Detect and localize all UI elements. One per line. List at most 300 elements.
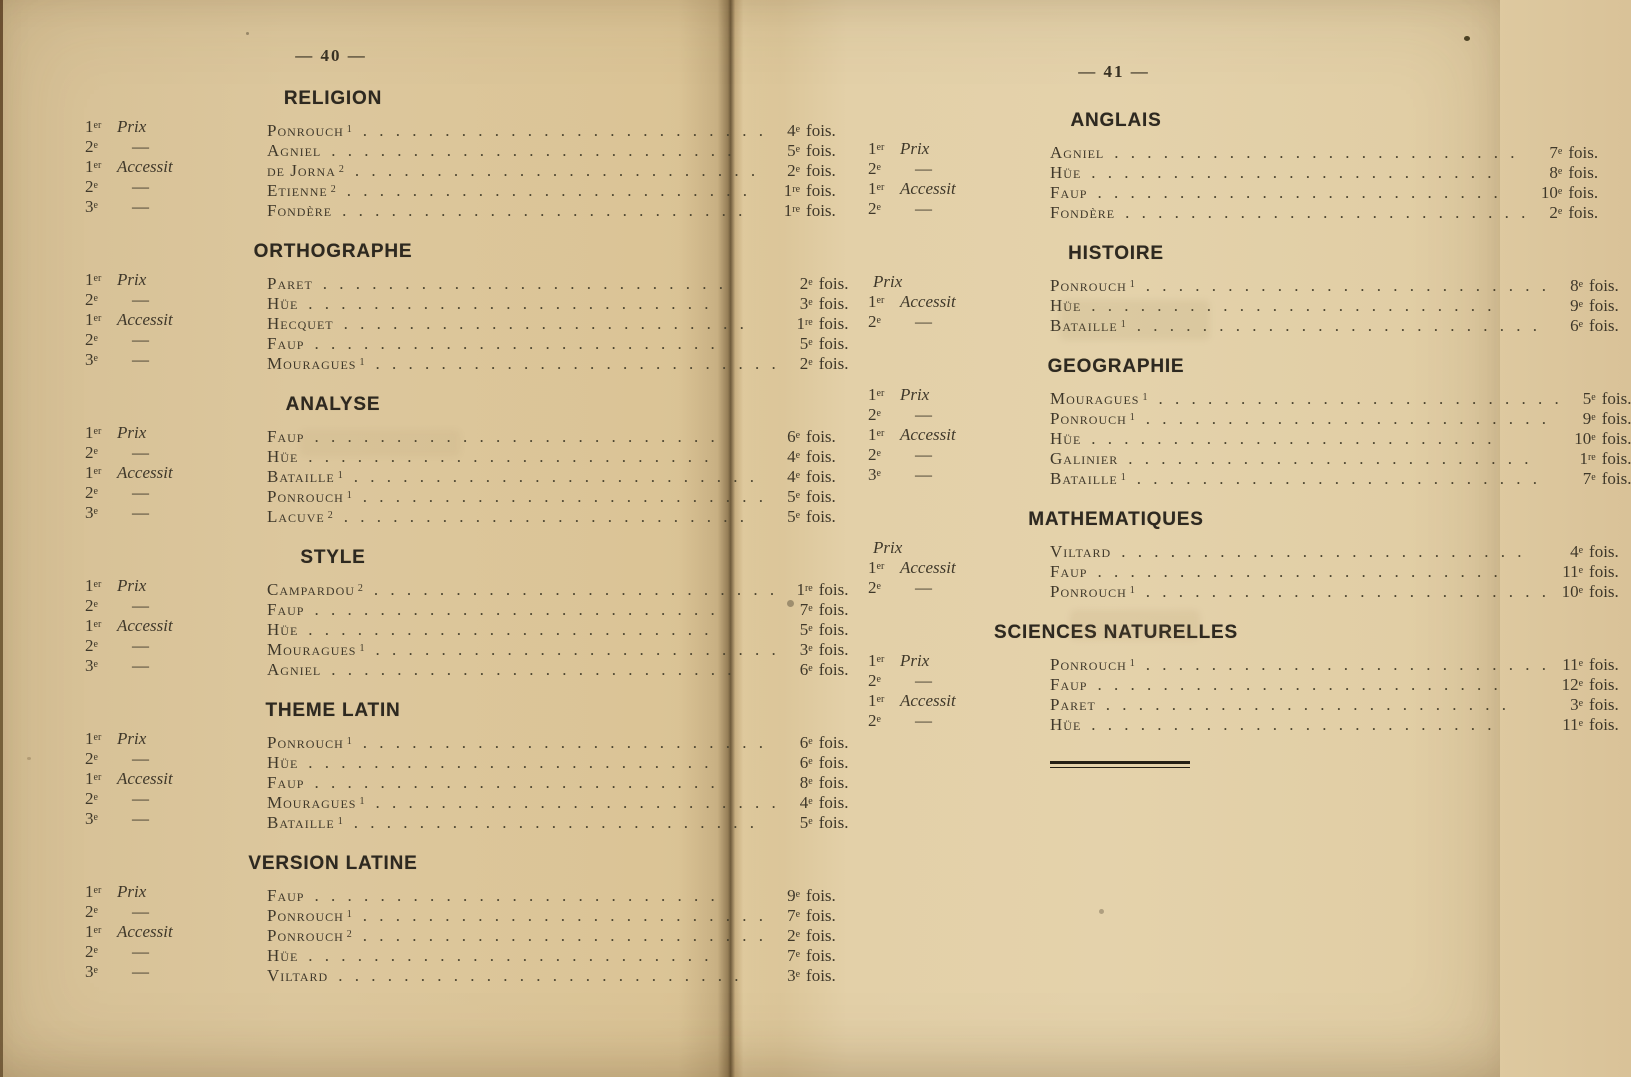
ordinal-suffix: e [808,816,813,827]
repeat-dash: — [915,465,933,484]
times-number: 10e [1574,429,1596,448]
student-name: Agniel [267,141,322,160]
rank-ordinal: 2e [868,711,881,730]
section-columns [85,117,836,221]
times-awarded [786,753,849,773]
repeat-dash: — [915,671,933,690]
student-name: Agniel [1050,143,1105,162]
ordinal-suffix: e [93,506,98,517]
rank-label: Accessit [117,310,173,329]
times-awarded [773,886,836,906]
sections-column [85,88,849,986]
rank-row [85,197,237,217]
student-name: Faup [267,427,305,446]
times-word: fois. [818,314,849,333]
times-number: 8e [1549,163,1563,182]
times-word: fois. [1589,276,1619,295]
dot-leader [308,946,767,966]
times-awarded [1556,296,1619,316]
ordinal-suffix: e [876,448,881,459]
section-style [85,547,849,680]
ordinal-suffix: er [93,885,102,896]
repeat-dash: — [915,159,933,178]
prize-entry-row [1050,183,1598,203]
rank-ordinal: 2e [85,902,98,921]
dot-leader [355,161,767,181]
rank-row [85,962,237,982]
times-awarded [773,487,836,507]
prize-entry-row [267,946,836,966]
dot-leader [363,733,780,753]
dot-leader [375,354,779,374]
footnote-ref: 1 [359,796,366,807]
prize-entry-row [1050,296,1619,316]
dot-leader [1146,409,1563,429]
ordinal-suffix: e [1591,432,1596,443]
times-word: fois. [818,640,849,659]
dot-leader [331,141,767,161]
student-name: Ponrouch $^1$ [1050,276,1136,295]
student-name: Faup [267,334,305,353]
times-awarded [1556,562,1619,582]
times-number: 6e [787,427,801,446]
rank-row [868,445,1020,465]
ordinal-suffix: er [93,732,102,743]
prize-entry-row [1050,429,1631,449]
times-word: fois. [1589,296,1619,315]
times-number: 1re [796,314,813,333]
paper-speck [1099,909,1104,914]
ordinal-suffix: er [93,466,102,477]
repeat-dash: — [132,177,150,196]
dot-leader [308,753,779,773]
ordinal-suffix: e [1578,279,1584,290]
times-awarded [773,427,836,447]
prize-entry-row [267,580,848,600]
prize-entry-row [267,753,848,773]
repeat-dash: — [132,902,150,921]
rank-label: Prix [117,882,147,901]
footnote-ref: 1 [1129,585,1136,596]
rank-row [85,310,237,330]
rank-row [85,809,237,829]
repeat-dash: — [132,197,150,216]
rank-ordinal: 2e [868,578,881,597]
prize-entry-row [267,773,848,793]
footnote-ref: 1 [346,909,353,920]
ordinal-suffix: e [876,202,881,213]
rank-row [85,882,237,902]
times-number: 9e [1570,296,1584,315]
prize-entry-row [267,294,848,314]
ordinal-suffix: e [93,812,98,823]
prize-entry-row [1050,715,1619,735]
rank-row [868,465,1020,485]
repeat-dash: — [132,636,150,655]
times-word: fois. [818,773,849,792]
section-columns [868,139,1599,223]
prize-entry-row [267,793,848,813]
section-title: ANGLAIS [1070,110,1162,131]
student-name: Viltard [1050,542,1112,561]
rank-row [85,137,237,157]
ordinal-suffix: e [808,796,813,807]
rank-row [868,538,1020,558]
dot-leader [1137,469,1563,489]
times-word: fois. [806,507,836,526]
student-name: Ponrouch $^1$ [267,906,353,925]
ordinal-suffix: e [808,776,813,787]
page-40 [85,46,849,1006]
rank-ordinal: 1er [85,157,102,176]
rank-ordinal: 2e [85,596,98,615]
entries-column [1020,389,1631,489]
ordinal-suffix: re [804,317,813,328]
ordinal-suffix: e [876,714,881,725]
ordinal-suffix: er [876,182,885,193]
dot-leader [314,773,779,793]
dot-leader [314,334,779,354]
dot-leader [1091,715,1550,735]
rank-row [85,177,237,197]
student-name: Faup [1050,183,1088,202]
times-number: 5e [787,141,801,160]
times-awarded [1569,409,1631,429]
times-word: fois. [1589,675,1619,694]
times-awarded [786,733,849,753]
times-number: 2e [1549,203,1563,222]
prize-entry-row [1050,695,1619,715]
rank-ordinal: 1er [868,179,885,198]
rank-label: Accessit [117,463,173,482]
rank-ordinal: 2e [868,159,881,178]
entries-column [237,733,848,833]
section-anglais [868,110,1599,223]
dot-leader [1146,655,1550,675]
ordinal-suffix: e [876,162,881,173]
prize-entry-row [1050,389,1631,409]
rank-row [868,292,1020,312]
dot-leader [308,620,779,640]
ordinal-suffix: re [804,583,813,594]
ordinal-suffix: e [1578,678,1584,689]
times-number: 2e [787,161,801,180]
rank-ordinal: 1er [85,576,102,595]
times-awarded [773,966,836,986]
rank-ordinal: 1er [85,310,102,329]
rank-row [85,616,237,636]
scan-left-edge [0,0,3,1077]
rank-row [868,199,1020,219]
rank-column [85,423,237,527]
section-columns [868,538,1619,602]
dot-leader [1106,695,1550,715]
section-columns [85,729,849,833]
ordinal-suffix: e [808,756,813,767]
footnote-ref: 1 [1129,658,1136,669]
rank-ordinal: 1er [85,423,102,442]
rank-ordinal: 2e [85,177,98,196]
times-number: 5e [799,620,813,639]
ordinal-suffix: e [795,969,801,980]
rank-label: Prix [117,117,147,136]
times-number: 9e [787,886,801,905]
entries-column [237,580,848,680]
dot-leader [347,181,767,201]
rank-column [868,139,1020,223]
rank-row [85,942,237,962]
rank-ordinal: 1er [85,769,102,788]
times-number: 8e [799,773,813,792]
prize-entry-row [1050,469,1631,489]
rank-row [85,769,237,789]
rank-row [868,159,1020,179]
dot-leader [1128,449,1562,469]
times-word: fois. [818,600,849,619]
times-word: fois. [1589,695,1619,714]
section-orthographe [85,241,849,374]
prize-entry-row [267,334,848,354]
times-number: 4e [787,447,801,466]
student-name: Faup [267,600,305,619]
times-number: 1re [783,181,801,200]
student-name: Ponrouch $^1$ [267,487,353,506]
ordinal-suffix: er [93,160,102,171]
times-word: fois. [1568,163,1599,182]
student-name: Hüe [1050,296,1082,315]
prize-entry-row [267,314,848,334]
ordinal-suffix: re [792,204,801,215]
rank-column [85,882,237,986]
ordinal-suffix: e [795,470,801,481]
rank-ordinal: 1er [868,651,885,670]
ordinal-suffix: e [876,315,881,326]
prize-entry-row [1050,655,1619,675]
dot-leader [344,314,780,334]
repeat-dash: — [132,503,150,522]
ordinal-suffix: e [795,430,801,441]
footnote-ref: 1 [1120,472,1127,483]
times-number: 11e [1562,715,1584,734]
student-name: Faup [267,773,305,792]
times-number: 3e [799,294,813,313]
repeat-dash: — [132,330,150,349]
rank-row [85,922,237,942]
times-word: fois. [806,181,836,200]
dot-leader [314,886,767,906]
ordinal-suffix: re [792,184,801,195]
section-title: STYLE [300,547,366,568]
dot-leader [1158,389,1562,409]
times-number: 2e [799,354,813,373]
ordinal-suffix: e [795,909,801,920]
prize-entry-row [267,427,836,447]
repeat-dash: — [915,405,933,424]
repeat-dash: — [132,809,150,828]
rank-row [85,350,237,370]
rank-ordinal: 2e [868,445,881,464]
footnote-ref: 1 [337,816,344,827]
times-awarded [1535,183,1598,203]
dot-leader [314,600,779,620]
rank-row [868,651,1020,671]
dot-leader [1146,582,1550,602]
section-histoire [868,243,1619,336]
prize-entry-row [1050,203,1598,223]
paper-speck [1464,36,1470,41]
repeat-dash: — [132,962,150,981]
times-word: fois. [818,274,849,293]
ordinal-suffix: e [93,792,98,803]
times-word: fois. [806,886,836,905]
times-number: 6e [1570,316,1584,335]
times-number: 5e [787,487,801,506]
dot-leader [1121,542,1550,562]
sections-column [868,110,1631,768]
times-awarded [786,314,849,334]
times-number: 5e [787,507,801,526]
ordinal-suffix: er [876,561,885,572]
ordinal-suffix: e [1591,392,1596,403]
section-version-latine [85,853,836,986]
times-number: 2e [799,274,813,293]
rank-row [868,405,1020,425]
entries-column [237,274,848,374]
ordinal-suffix: e [795,124,801,135]
student-name: Ponrouch $^1$ [267,121,353,140]
ordinal-suffix: e [1578,319,1584,330]
dot-leader [308,294,779,314]
footnote-ref: 1 [1129,279,1136,290]
times-number: 9e [1582,409,1596,428]
ordinal-suffix: e [93,333,98,344]
prize-entry-row [267,161,836,181]
times-word: fois. [806,201,836,220]
times-awarded [1569,449,1631,469]
rank-ordinal: 1er [85,270,102,289]
ordinal-suffix: er [876,388,885,399]
student-name: Mouragues $^1$ [1050,389,1149,408]
rank-ordinal: 1er [868,558,885,577]
rank-ordinal: 1er [85,882,102,901]
ordinal-suffix: e [808,277,813,288]
repeat-dash: — [132,137,150,156]
rank-row [868,139,1020,159]
section-title: RELIGION [283,88,383,109]
rank-ordinal: 3e [85,197,98,216]
student-name: Fondère [1050,203,1116,222]
rank-row [85,749,237,769]
ordinal-suffix: e [795,510,801,521]
section-mathematiques [868,509,1619,602]
rank-label: Prix [900,651,930,670]
times-awarded [786,600,849,620]
times-number: 6e [799,660,813,679]
student-name: de Jorna $^2$ [267,161,345,180]
times-word: fois. [1568,183,1599,202]
rank-row [868,312,1020,332]
times-awarded [773,507,836,527]
ordinal-suffix: e [1557,166,1563,177]
footnote-ref: 1 [1120,319,1127,330]
prize-entry-row [267,906,836,926]
ordinal-suffix: e [1578,718,1584,729]
dot-leader [363,487,767,507]
dot-leader [354,467,767,487]
times-number: 7e [1582,469,1596,488]
footnote-ref: 1 [359,357,366,368]
entries-column [237,427,836,527]
student-name: Mouragues $^1$ [267,354,366,373]
prize-entry-row [267,274,848,294]
times-awarded [1535,203,1598,223]
ordinal-suffix: e [795,450,801,461]
rank-ordinal: 1er [85,616,102,635]
ordinal-suffix: e [795,889,801,900]
rank-row [85,902,237,922]
ordinal-suffix: e [795,929,801,940]
entries-column [237,121,836,221]
times-awarded [786,274,849,294]
section-columns [868,651,1619,735]
dot-leader [331,660,779,680]
ordinal-suffix: e [876,674,881,685]
times-awarded [1569,469,1631,489]
times-awarded [786,334,849,354]
dot-leader [363,121,767,141]
times-number: 11e [1562,562,1584,581]
footnote-ref: 2 [327,510,334,521]
times-number: 5e [799,813,813,832]
times-awarded [773,161,836,181]
times-awarded [1569,389,1631,409]
rank-ordinal: 1er [85,463,102,482]
rank-row [85,423,237,443]
dot-leader [344,507,767,527]
dot-leader [323,274,780,294]
rank-label: Prix [873,272,903,291]
times-awarded [1556,276,1619,296]
times-awarded [786,580,849,600]
rank-ordinal: 2e [85,443,98,462]
repeat-dash: — [915,578,933,597]
times-word: fois. [806,141,836,160]
times-awarded [786,660,849,680]
times-word: fois. [818,294,849,313]
times-number: 5e [799,334,813,353]
ordinal-suffix: e [93,965,98,976]
rank-label: Accessit [900,179,956,198]
times-number: 7e [1549,143,1563,162]
prize-entry-row [1050,276,1619,296]
section-sciences-naturelles [868,622,1619,735]
times-awarded [773,447,836,467]
student-name: Faup [1050,675,1088,694]
dot-leader [363,926,767,946]
page-number: — 40 — [295,46,367,65]
rank-ordinal: 2e [85,290,98,309]
prize-entry-row [267,507,836,527]
rank-ordinal: 3e [85,962,98,981]
times-word: fois. [1568,143,1599,162]
student-name: Faup [267,886,305,905]
section-end-rule [1050,761,1190,768]
times-word: fois. [806,966,836,985]
times-awarded [773,141,836,161]
times-awarded [773,181,836,201]
section-title: HISTOIRE [1068,243,1164,264]
prize-entry-row [267,201,836,221]
